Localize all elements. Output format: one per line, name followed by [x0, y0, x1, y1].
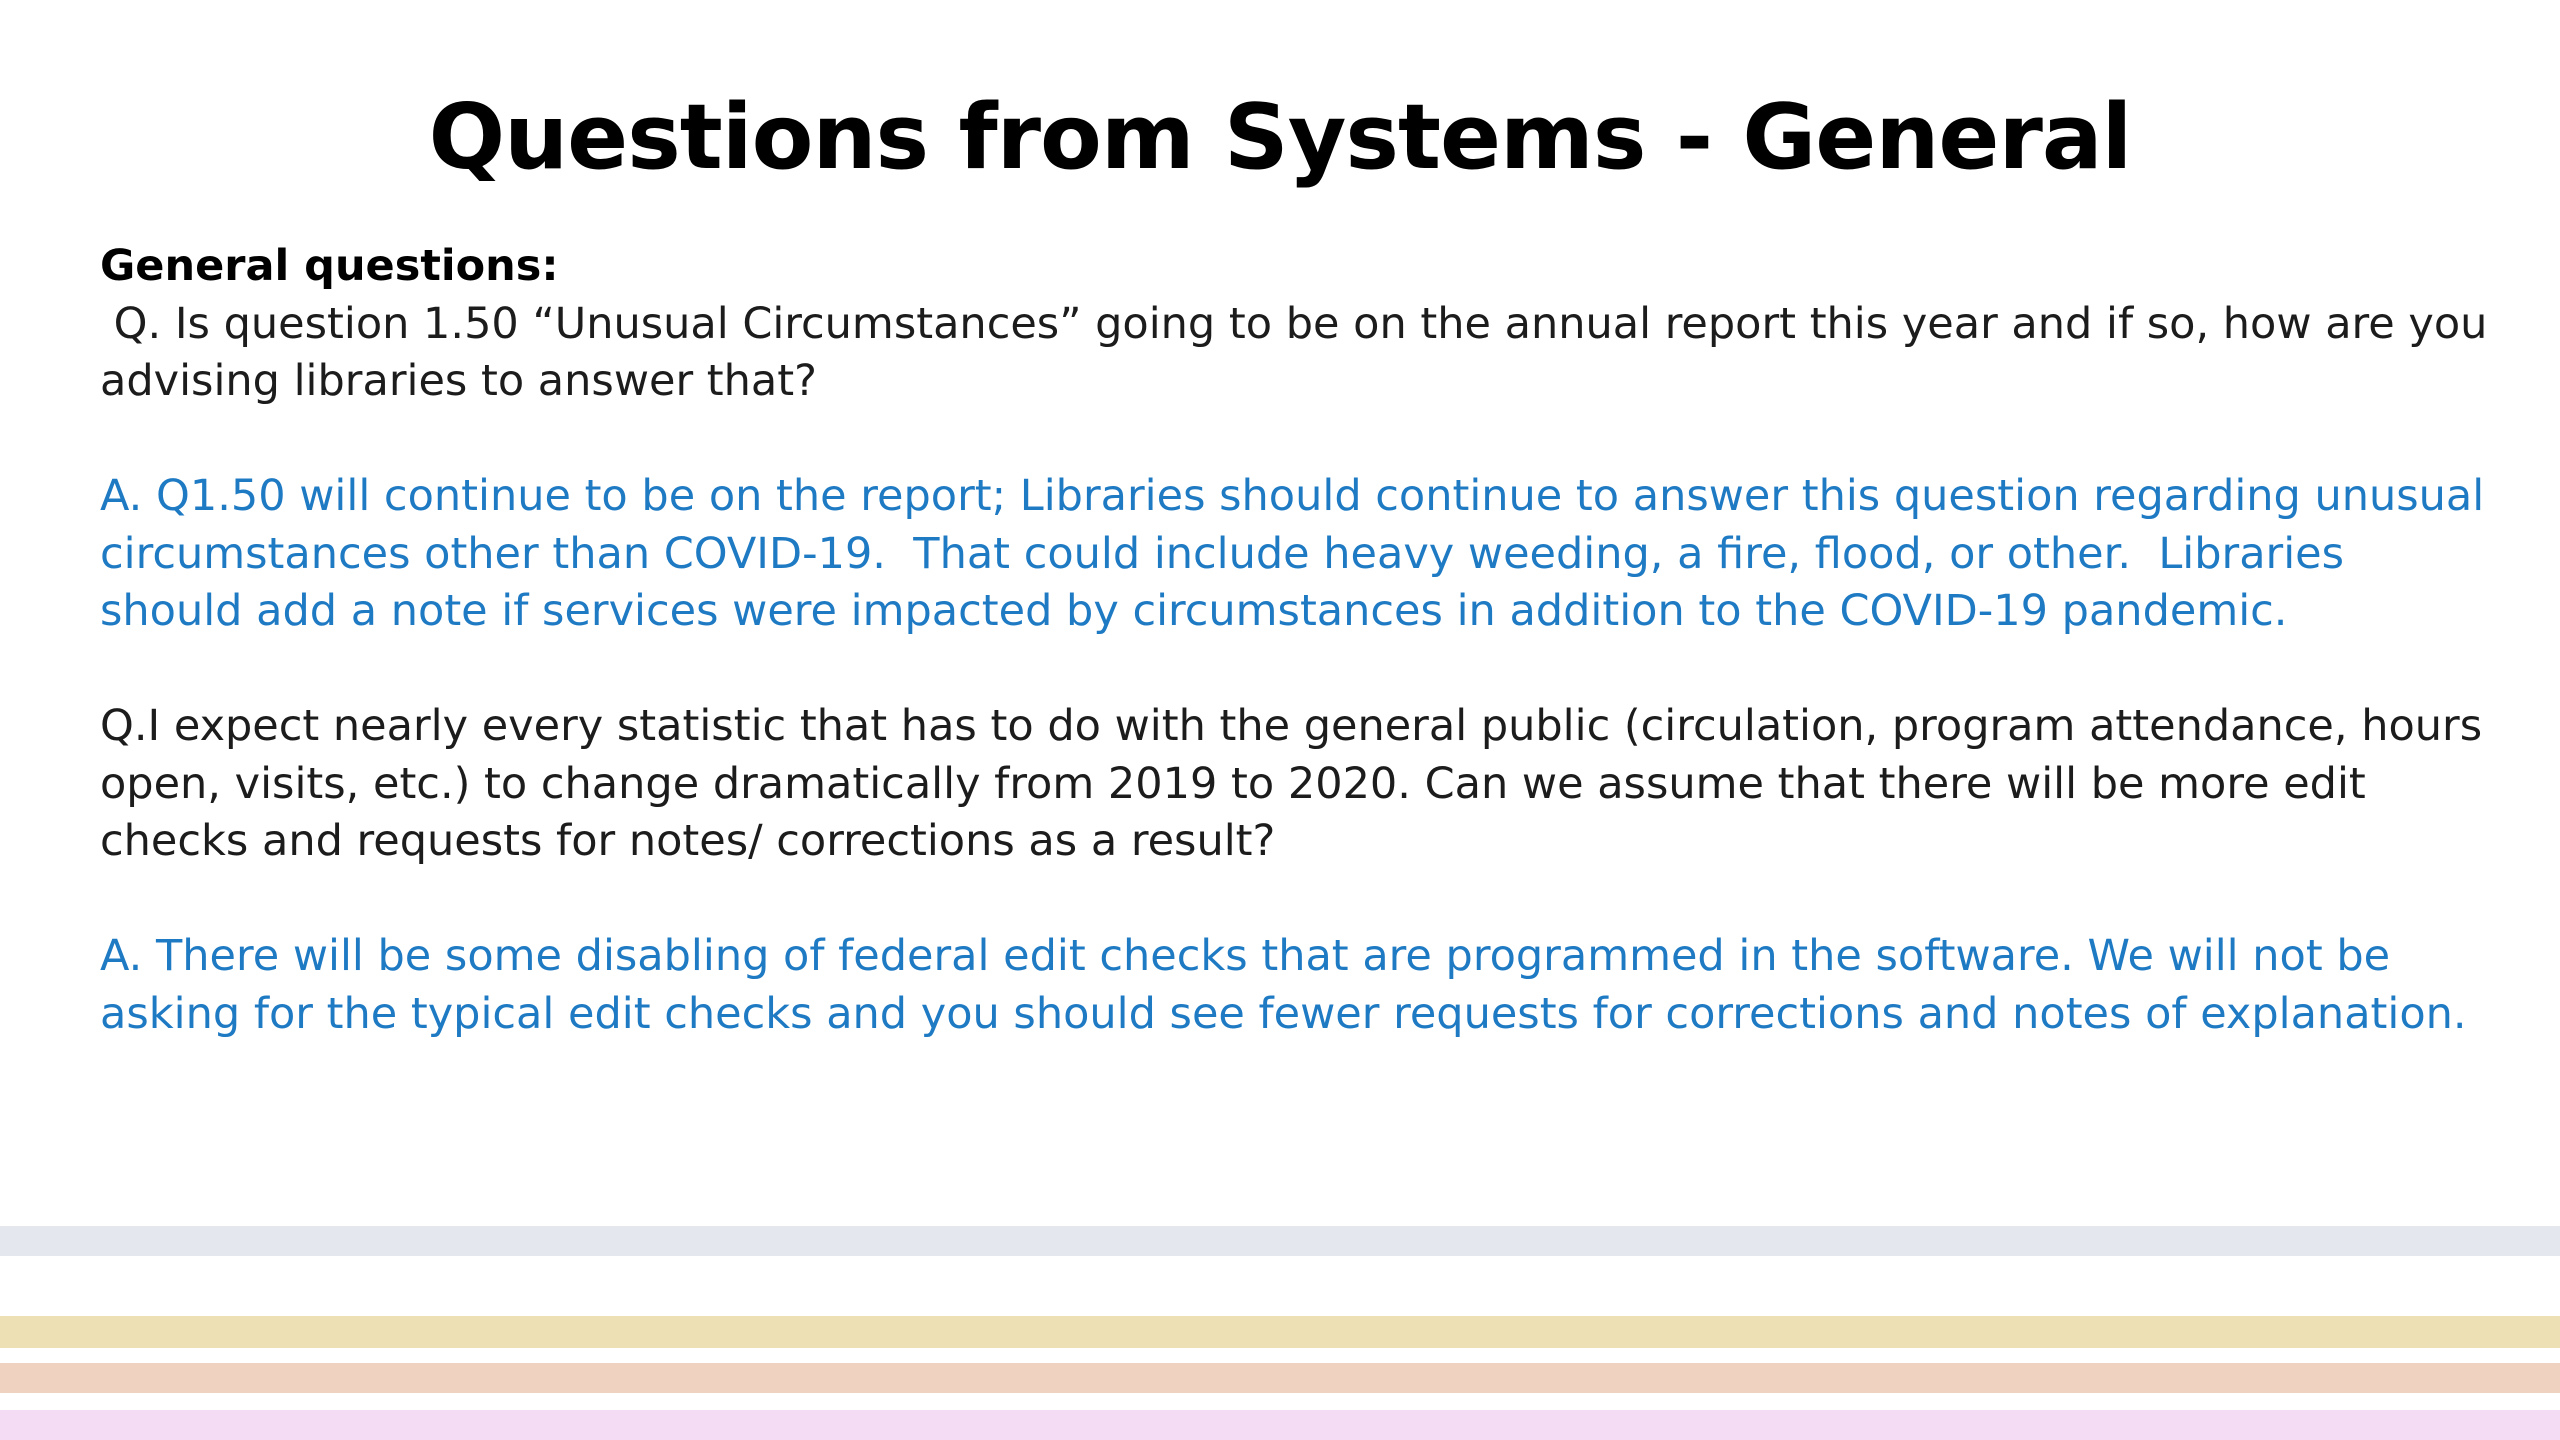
slide-title: Questions from Systems - General [428, 85, 2132, 190]
paragraph-gap [100, 871, 2500, 929]
answer-1-text: A. Q1.50 will continue to be on the report; Libraries should continue to answer this question regarding unusual circumstances other than COVID-19. That could include heavy weeding, a fire, flood, or other. Libraries should add a note if services were impacted by circumstances in addition to the COVID-19 pandemic. [100, 471, 2498, 636]
decorative-stripe-pink [0, 1410, 2560, 1440]
question-2-text: Q.I expect nearly every statistic that has to do with the general public (circulation, program attendance, hours open, visits, etc.) to change dramatically from 2019 to 2020. Can we assume that there will be more edit checks and requests for notes/ corrections as a result? [100, 701, 2496, 866]
decorative-stripe-peach [0, 1363, 2560, 1393]
decorative-stripe-gold [0, 1316, 2560, 1348]
paragraph-gap [100, 641, 2500, 699]
paragraph-gap [100, 411, 2500, 469]
decorative-stripe-gray [0, 1226, 2560, 1256]
question-1-text: Q. Is question 1.50 “Unusual Circumstances” going to be on the annual report this year and if so, how are you advising libraries to answer that? [100, 298, 2502, 406]
slide-body [100, 238, 2500, 1043]
answer-2-text: A. There will be some disabling of federal edit checks that are programmed in the software. We will not be asking for the typical edit checks and you should see fewer requests for corrections and notes of explanation. [100, 931, 2467, 1039]
section-heading: General questions: [100, 241, 559, 291]
